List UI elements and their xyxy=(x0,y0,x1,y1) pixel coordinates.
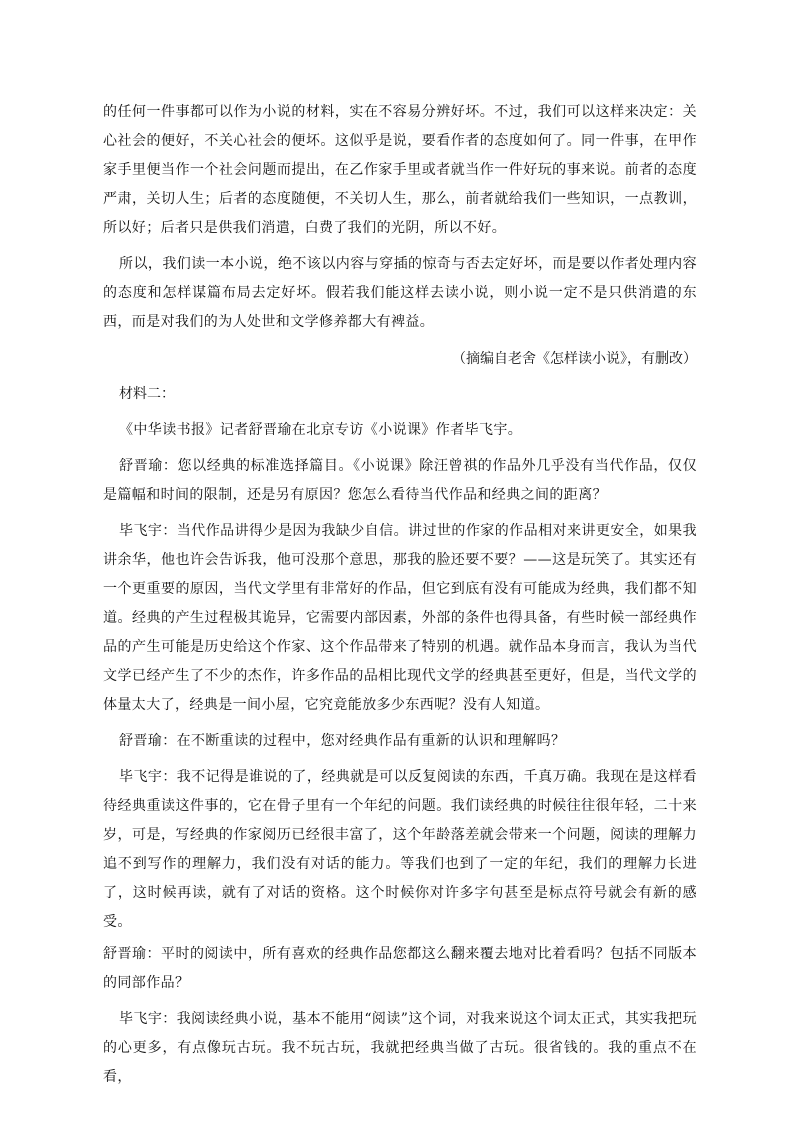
dialogue-answer-2: 毕飞宇：我不记得是谁说的了，经典就是可以反复阅读的东西，千真万确。我现在是这样看待经典重读这件事的，它在骨子里有一个年纪的问题。我们读经典的时候往往很年轻，二十来岁，可是，写经典的作家阅历已经很丰富了，这个年龄落差就会带来一个问题，阅读的理解力追不到写作的理解力，我们没有对话的能力。等我们也到了一定的年纪，我们的理解力长进了，这时候再读，就有了对话的资格。这个时候你对许多字句甚至是标点符号就会有新的感受。 xyxy=(103,769,697,930)
material2-heading: 材料二： xyxy=(119,386,175,402)
document-body xyxy=(103,98,697,1092)
dialogue-question-3: 舒晋瑜：平时的阅读中，所有喜欢的经典作品您都这么翻来覆去地对比着看吗？包括不同版本的同部作品？ xyxy=(103,946,697,991)
material1-paragraph-2: 所以，我们读一本小说，绝不该以内容与穿插的惊奇与否去定好坏，而是要以作者处理内容的态度和怎样谋篇布局去定好坏。假若我们能这样去读小说，则小说一定不是只供消遣的东西，而是对我们的为人处世和文学修养都大有裨益。 xyxy=(103,256,697,330)
material1-paragraph-1: 的任何一件事都可以作为小说的材料，实在不容易分辨好坏。不过，我们可以这样来决定：关心社会的便好，不关心社会的便坏。这似乎是说，要看作者的态度如何了。同一件事，在甲作家手里便当作一个社会问题而提出，在乙作家手里或者就当作一件好玩的事来说。前者的态度严肃，关切人生；后者的态度随便，不关切人生，那么，前者就给我们一些知识，一点教训，所以好；后者只是供我们消遣，白费了我们的光阴，所以不好。 xyxy=(103,104,697,236)
material2-intro: 《中华读书报》记者舒晋瑜在北京专访《小说课》作者毕飞宇。 xyxy=(119,422,523,438)
dialogue-question-2: 舒晋瑜：在不断重读的过程中，您对经典作品有重新的认识和理解吗？ xyxy=(119,733,566,749)
material1-source-citation: （摘编自老舍《怎样读小说》，有删改） xyxy=(452,351,697,367)
dialogue-question-1: 舒晋瑜：您以经典的标准选择篇目。《小说课》除汪曾祺的作品外几乎没有当代作品，仅仅是篇幅和时间的限制，还是另有原因？您怎么看待当代作品和经典之间的距离？ xyxy=(103,458,697,503)
dialogue-answer-1: 毕飞宇：当代作品讲得少是因为我缺少自信。讲过世的作家的作品相对来讲更安全，如果我讲余华，他也许会告诉我，他可没那个意思，那我的脸还要不要？——这是玩笑了。其实还有一个更重要的原因，当代文学里有非常好的作品，但它到底有没有可能成为经典，我们都不知道。经典的产生过程极其诡异，它需要内部因素，外部的条件也得具备，有些时候一部经典作品的产生可能是历史给这个作家、这个作品带来了特别的机遇。就作品本身而言，我认为当代文学已经产生了不少的杰作，许多作品的品相比现代文学的经典甚至更好，但是，当代文学的体量太大了，经典是一间小屋，它究竟能放多少东西呢？没有人知道。 xyxy=(103,523,697,713)
dialogue-answer-3: 毕飞宇：我阅读经典小说，基本不能用“阅读”这个词，对我来说这个词太正式，其实我把玩的心更多，有点像玩古玩。我不玩古玩，我就把经典当做了古玩。很省钱的。我的重点不在看， xyxy=(103,1011,697,1085)
